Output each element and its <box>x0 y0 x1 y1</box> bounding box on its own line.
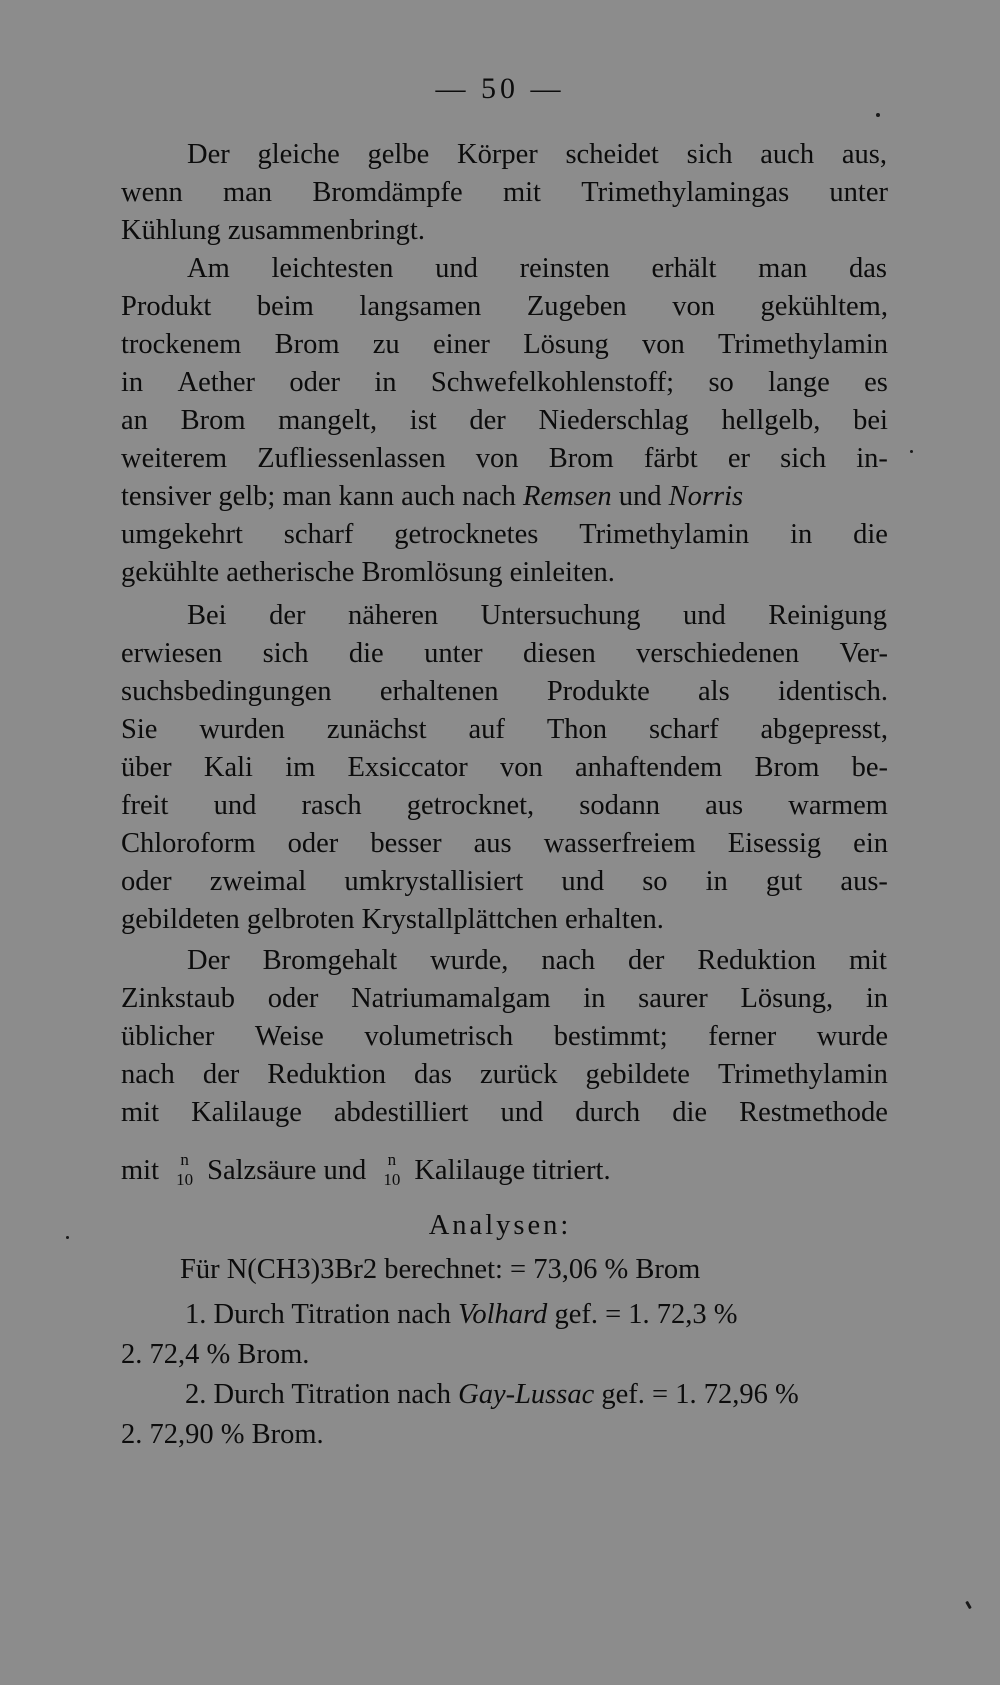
word: gelbe <box>367 139 430 170</box>
text-line <box>121 710 888 750</box>
text-line <box>121 173 888 213</box>
text-line <box>121 634 888 674</box>
word: als <box>698 676 730 707</box>
analysis-item-1-cont: 2. 72,4 % Brom. <box>121 1339 310 1370</box>
word: Lösung <box>523 329 609 360</box>
word: gut <box>765 866 803 897</box>
word: Exsiccator <box>347 752 468 783</box>
word: diesen <box>522 638 596 669</box>
text-segment: gef. = 1. 72,3 % <box>547 1299 738 1330</box>
word: nach <box>541 945 596 976</box>
text-segment: gef. = 1. 72,96 % <box>594 1379 799 1410</box>
word: wurde <box>816 1021 888 1052</box>
word: so <box>708 367 734 398</box>
text-line <box>121 363 888 403</box>
word: Bromgehalt <box>262 945 398 976</box>
word: Brom <box>180 405 246 436</box>
word: Reduktion <box>267 1059 386 1090</box>
word: von <box>475 443 519 474</box>
text-line <box>121 477 888 517</box>
author-name: Remsen <box>523 481 612 512</box>
word: Trimethylamin <box>717 1059 888 1090</box>
word: Reduktion <box>697 945 817 976</box>
text-line <box>121 1055 888 1095</box>
word: identisch. <box>777 676 888 707</box>
text-line <box>121 1145 888 1197</box>
word: getrocknet, <box>406 790 535 821</box>
word: beim <box>256 291 314 322</box>
word: abgepresst, <box>760 714 888 745</box>
word: Schwefelkohlenstoff; <box>430 367 675 398</box>
word: weiterem <box>121 443 228 474</box>
fraction-denominator: 10 <box>383 1170 401 1190</box>
word: er <box>727 443 750 474</box>
word: getrocknetes <box>394 519 539 550</box>
word: und <box>561 866 605 897</box>
text-line <box>121 325 888 365</box>
word: das <box>413 1059 452 1090</box>
word: ferner <box>708 1021 777 1052</box>
word: von <box>641 329 685 360</box>
word: oder <box>267 983 319 1014</box>
word: wenn <box>121 177 183 208</box>
word: auch <box>760 139 815 170</box>
word: aus- <box>840 866 888 897</box>
word: Zugeben <box>526 291 627 322</box>
word: Der <box>187 139 230 170</box>
fraction-n-over-10 <box>383 1150 400 1190</box>
text-line <box>121 862 888 902</box>
word: aus, <box>841 139 887 170</box>
word: freit <box>121 790 169 821</box>
word: Trimethylamin <box>718 329 888 360</box>
word: Eisessig <box>727 828 822 859</box>
text-line <box>121 672 888 712</box>
word: die <box>348 638 384 669</box>
word: das <box>848 253 887 284</box>
word: Ver- <box>839 638 888 669</box>
print-speck <box>876 113 880 117</box>
word: reinsten <box>519 253 610 284</box>
word: rasch <box>301 790 362 821</box>
word: ist <box>409 405 437 436</box>
text-line <box>121 824 888 864</box>
word: zunächst <box>326 714 427 745</box>
analysis-item-2-cont: 2. 72,90 % Brom. <box>121 1419 324 1450</box>
page-number: — 50 — <box>435 72 565 105</box>
word: warmem <box>788 790 888 821</box>
word: suchsbedingungen <box>121 676 332 707</box>
word: Aether <box>177 367 256 398</box>
word: Brom <box>754 752 820 783</box>
word: in <box>705 866 728 897</box>
word: von <box>672 291 715 322</box>
word: sodann <box>579 790 661 821</box>
word: durch <box>575 1097 641 1128</box>
print-speck <box>965 1601 972 1609</box>
text-line <box>121 979 888 1019</box>
text-line <box>121 439 888 479</box>
word: ein <box>853 828 888 859</box>
word: abdestilliert <box>333 1097 469 1128</box>
word: färbt <box>643 443 698 474</box>
word: der <box>628 945 665 976</box>
word: lange <box>768 367 830 398</box>
word: wurde, <box>430 945 509 976</box>
word: Weise <box>254 1021 324 1052</box>
word: aus <box>705 790 744 821</box>
word: im <box>285 752 316 783</box>
word: umkrystallisiert <box>344 866 524 897</box>
word: der <box>202 1059 240 1090</box>
text-line <box>187 249 887 289</box>
word: aus <box>473 828 512 859</box>
word: Untersuchung <box>480 600 641 631</box>
word: der <box>469 405 506 436</box>
word: saurer <box>638 983 708 1014</box>
text-segment: tensiver gelb; man kann auch nach <box>121 481 524 512</box>
word: die <box>672 1097 708 1128</box>
author-name: Volhard <box>458 1299 548 1330</box>
word: verschiedenen <box>636 638 800 669</box>
word: Trimethylamin <box>579 519 750 550</box>
word: auf <box>468 714 505 745</box>
analysis-item-2 <box>185 1375 890 1415</box>
text-segment: mit <box>121 1155 160 1186</box>
word: bei <box>853 405 888 436</box>
word: es <box>864 367 888 398</box>
word: Bei <box>187 600 227 631</box>
word: sich <box>780 443 827 474</box>
word: Am <box>187 253 230 284</box>
word: Produkt <box>121 291 212 322</box>
word: erhält <box>651 253 717 284</box>
word: unter <box>829 177 888 208</box>
word: in <box>121 367 144 398</box>
word: besser <box>370 828 442 859</box>
word: gleiche <box>257 139 340 170</box>
word: und <box>500 1097 544 1128</box>
text-segment: und <box>611 481 669 512</box>
word: in <box>374 367 397 398</box>
word: in- <box>856 443 888 474</box>
word: leichtesten <box>271 253 394 284</box>
print-speck <box>910 450 913 453</box>
word: üblicher <box>121 1021 215 1052</box>
text-line <box>121 287 888 327</box>
word: sich <box>262 638 309 669</box>
word: scheidet <box>565 139 659 170</box>
text-line: Kühlung zusammenbringt. <box>121 215 425 246</box>
text-segment: 2. Durch Titration nach <box>185 1379 459 1410</box>
text-segment: 1. Durch Titration nach <box>185 1299 459 1330</box>
text-segment: Salzsäure und <box>207 1155 367 1186</box>
text-line <box>121 1093 888 1133</box>
word: be- <box>851 752 888 783</box>
word: Brom <box>274 329 340 360</box>
word: oder <box>121 866 172 897</box>
word: einer <box>432 329 490 360</box>
word: Trimethylamingas <box>581 177 790 208</box>
word: scharf <box>283 519 354 550</box>
word: erhaltenen <box>379 676 499 707</box>
word: näheren <box>347 600 439 631</box>
word: trockenem <box>121 329 242 360</box>
word: oder <box>287 828 339 859</box>
text-line: gebildeten gelbroten Krystallplättchen erhalten. <box>121 904 664 935</box>
text-segment: Kalilauge titriert. <box>414 1155 611 1186</box>
word: und <box>435 253 478 284</box>
word: und <box>683 600 726 631</box>
word: gebildete <box>585 1059 690 1090</box>
text-line <box>187 135 887 175</box>
word: in <box>583 983 606 1014</box>
word: Restmethode <box>739 1097 888 1128</box>
word: man <box>222 177 273 208</box>
word: mit <box>121 1097 160 1128</box>
word: zweimal <box>209 866 307 897</box>
analysis-heading: Analysen: <box>428 1210 572 1241</box>
word: mit <box>848 945 887 976</box>
text-line <box>121 515 888 555</box>
text-line: gekühlte aetherische Bromlösung einleiten. <box>121 557 615 588</box>
word: in <box>790 519 813 550</box>
text-line <box>121 748 888 788</box>
word: in <box>865 983 888 1014</box>
text-line <box>187 596 887 636</box>
author-name: Gay-Lussac <box>458 1379 595 1410</box>
word: bestimmt; <box>553 1021 668 1052</box>
word: Niederschlag <box>538 405 689 436</box>
word: Chloroform <box>121 828 256 859</box>
word: man <box>758 253 808 284</box>
text-line <box>121 1017 888 1057</box>
text-line <box>121 786 888 826</box>
word: wasserfreiem <box>543 828 696 859</box>
word: langsamen <box>359 291 482 322</box>
word: an <box>121 405 148 436</box>
word: Sie <box>121 714 158 745</box>
word: die <box>853 519 888 550</box>
fraction-numerator: n <box>387 1150 397 1170</box>
word: mangelt, <box>278 405 378 436</box>
word: oder <box>289 367 341 398</box>
word: erwiesen <box>121 638 223 669</box>
word: zurück <box>479 1059 558 1090</box>
formula-line: Für N(CH3)3Br2 berechnet: = 73,06 % Brom <box>180 1254 701 1285</box>
text-line <box>187 941 887 981</box>
word: Thon <box>546 714 607 745</box>
text-line <box>121 401 888 441</box>
word: anhaftendem <box>575 752 723 783</box>
word: Zinkstaub <box>121 983 235 1014</box>
word: hellgelb, <box>721 405 821 436</box>
fraction-numerator: n <box>180 1150 189 1170</box>
word: Brom <box>548 443 614 474</box>
word: von <box>500 752 543 783</box>
word: Natriumamalgam <box>351 983 551 1014</box>
word: sich <box>686 139 733 170</box>
word: so <box>642 866 668 897</box>
word: umgekehrt <box>121 519 243 550</box>
fraction-denominator: 10 <box>176 1170 194 1190</box>
word: und <box>213 790 257 821</box>
analysis-item-1 <box>185 1295 890 1335</box>
word: Körper <box>457 139 538 170</box>
word: der <box>269 600 306 631</box>
word: Reinigung <box>768 600 887 631</box>
word: nach <box>121 1059 175 1090</box>
word: Kalilauge <box>191 1097 302 1128</box>
print-speck <box>66 1236 69 1239</box>
word: mit <box>502 177 541 208</box>
word: wurden <box>199 714 285 745</box>
word: volumetrisch <box>364 1021 514 1052</box>
word: über <box>121 752 172 783</box>
word: scharf <box>648 714 719 745</box>
word: Zufliessenlassen <box>257 443 446 474</box>
word: unter <box>424 638 483 669</box>
word: zu <box>372 329 400 360</box>
word: Bromdämpfe <box>312 177 463 208</box>
author-name: Norris <box>668 481 744 512</box>
fraction-n-over-10 <box>176 1150 193 1190</box>
word: gekühltem, <box>760 291 888 322</box>
word: Kali <box>203 752 253 783</box>
word: Produkte <box>546 676 650 707</box>
word: Lösung, <box>740 983 834 1014</box>
word: Der <box>187 945 230 976</box>
